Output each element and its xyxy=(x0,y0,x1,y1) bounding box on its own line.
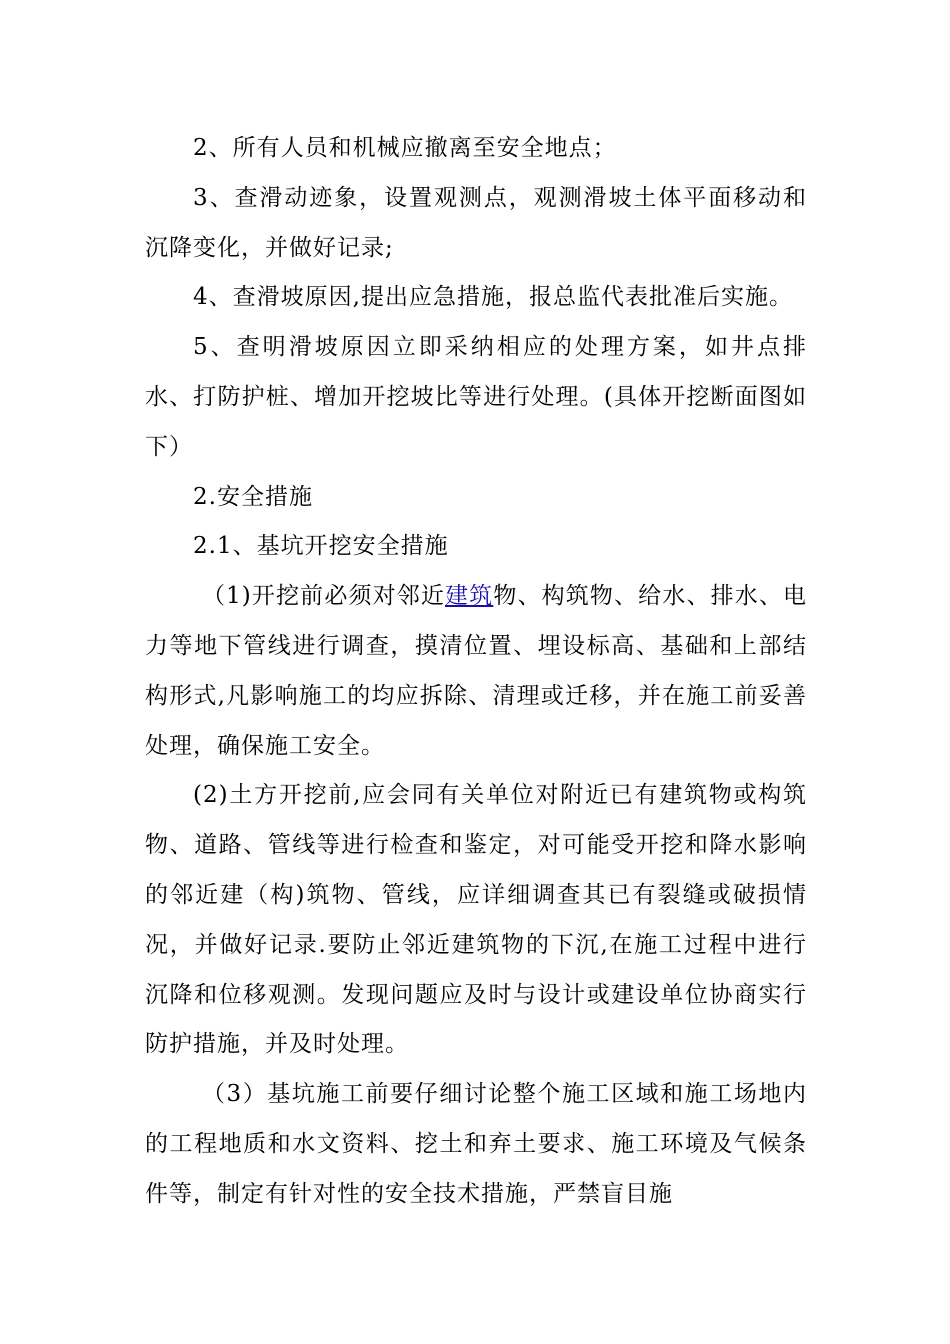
subsection-heading-excavation-safety: 2.1、基坑开挖安全措施 xyxy=(193,533,449,560)
building-link[interactable]: 建筑 xyxy=(445,583,494,610)
paragraph-item-1-start: （1)开挖前必须对邻近 xyxy=(202,583,446,610)
section-heading-safety-measures: 2.安全措施 xyxy=(193,483,313,510)
paragraph-item-1 xyxy=(145,572,807,771)
paragraph-item-2: (2)土方开挖前,应会同有关单位对附近已有建筑物或构筑物、道路、管线等进行检查和鉴定，对可能受开挖和降水影响的邻近建（构)筑物、管线，应详细调查其已有裂缝或破损情况，并做好记录.要防止邻近建筑物的下沉,在施工过程中进行沉降和位移观测。发现问题应及时与设计或建设单位协商实行防护措施，并及时处理。 xyxy=(145,782,807,1058)
document-body xyxy=(145,124,807,1220)
paragraph-treatment-plan: 5、查明滑坡原因立即采纳相应的处理方案，如井点排水、打防护桩、增加开挖坡比等进行处理。(具体开挖断面图如下） xyxy=(145,334,807,460)
paragraph-emergency-measures: 4、查滑坡原因,提出应急措施，报总监代表批准后实施。 xyxy=(193,284,793,311)
paragraph-evacuate: 2、所有人员和机械应撤离至安全地点； xyxy=(193,135,617,161)
paragraph-item-3: （3）基坑施工前要仔细讨论整个施工区域和施工场地内的工程地质和水文资料、挖土和弃土要求、施工环境及气候条件等，制定有针对性的安全技术措施，严禁盲目施 xyxy=(145,1081,807,1207)
paragraph-item-1-rest: 物、构筑物、给水、排水、电力等地下管线进行调查，摸清位置、埋设标高、基础和上部结构形式,凡影响施工的均应拆除、清理或迁移，并在施工前妥善处理，确保施工安全。 xyxy=(145,583,808,759)
paragraph-monitor-sliding: 3、查滑动迹象，设置观测点，观测滑坡土体平面移动和沉降变化，并做好记录; xyxy=(145,184,807,261)
